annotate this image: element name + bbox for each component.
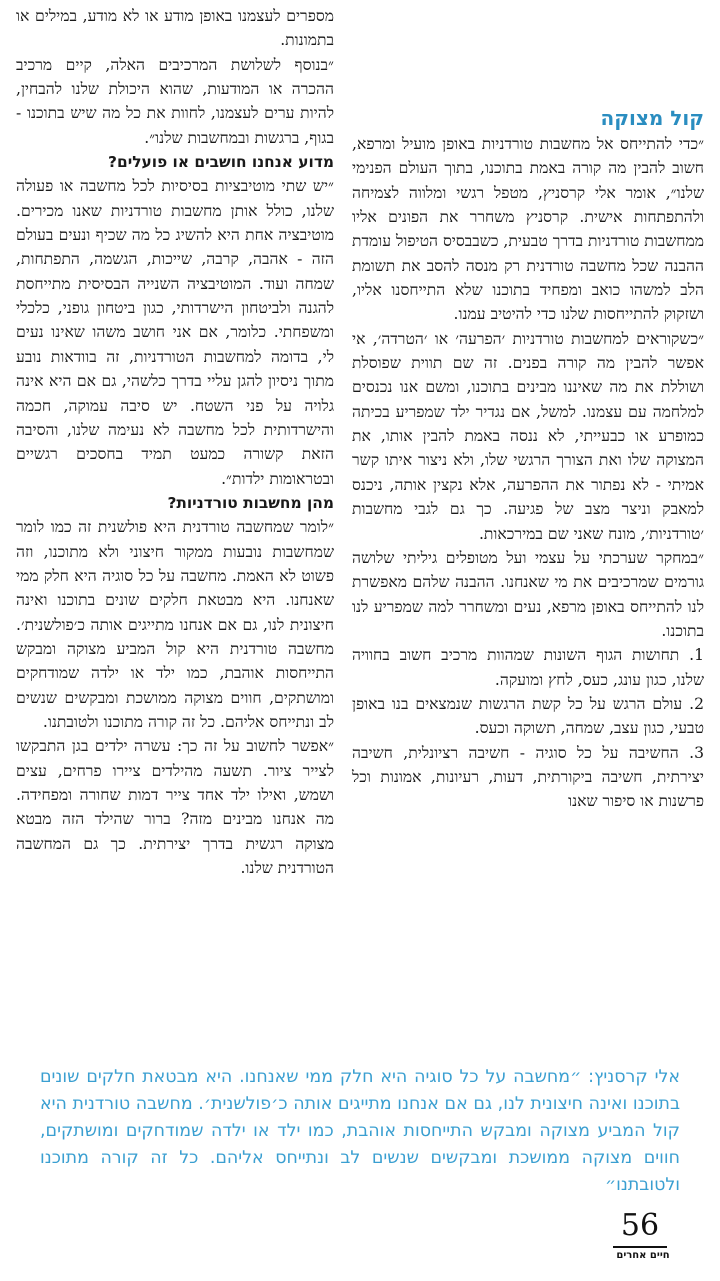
subheading: מדוע אנחנו חושבים או פועלים? bbox=[108, 153, 334, 172]
paragraph: מספרים לעצמנו באופן מודע או לא מודע, במילים או בתמונות. bbox=[16, 7, 334, 50]
pull-quote: אלי קרסניץ: ״מחשבה על כל סוגיה היא חלק ממי שאנחנו. היא מבטאת חלקים שונים בתוכנו ואינה חיצונית לנו, גם אם אנחנו מתייגים אותה כ׳פולשנית׳. מחשבה טורדנית היא קול המביע מצוקה ומבקש התייחסות אוהבת, כמו ילד או ילדה שמודחקים ומושתקים, חווים מצוקה ממושכת ומבקשים שנשים לב ונתייחס אליהם. כל זה קורה מתוכנו ולטובתנו״ bbox=[40, 1067, 680, 1195]
list-item: 2. עולם הרגש על כל קשת הרגשות שנמצאים בנו באופן טבעי, כגון עצב, שמחה, תשוקה וכעס. bbox=[352, 694, 704, 738]
paragraph: ״במחקר שערכתי על עצמי ועל מטופלים גיליתי שלושה גורמים שמרכיבים את מי שאנחנו. ההבנה שלהם מאפשרת לנו להתייחס באופן מרפא, נעים ומשחרר למה שמפריע לנו בתוכנו. bbox=[352, 548, 704, 640]
list-item: 1. תחושות הגוף השונות שמהוות מרכיב חשוב בחוויה שלנו, כגון עונג, כעס, לחץ ומועקה. bbox=[352, 646, 704, 689]
magazine-name: חיים אחרים bbox=[616, 1250, 670, 1261]
list-item: 3. החשיבה על כל סוגיה - חשיבה רציונלית, חשיבה יצירתית, חשיבה ביקורתית, דעות, רעיונות, אמונות וכל פרשנות או סיפור שאנו bbox=[352, 743, 704, 811]
section-heading: קול מצוקה bbox=[600, 106, 704, 130]
left-column bbox=[16, 4, 334, 880]
subheading: מהן מחשבות טורדניות? bbox=[167, 493, 334, 512]
paragraph: ״אפשר לחשוב על זה כך: עשרה ילדים בגן התבקשו לצייר ציור. תשעה מהילדים ציירו פרחים, עצים ושמש, ואילו ילד אחד צייר דמות שחורה ומפחידה. מה אנחנו מבינים מזה? ברור שהילד הזה מבטא מצוקה רגשית בדרך יצירתית. כך גם המחשבה הטורדנית שלנו. bbox=[16, 737, 334, 878]
paragraph: ״כדי להתייחס אל מחשבות טורדניות באופן מועיל ומרפא, חשוב להבין מה קורה באמת בתוכנו, בתוך העולם הפנימי שלנו״, אומר אלי קרסניץ, מטפל רגשי ומלווה לצמיחה ולהתפתחות אישית. קרסניץ משחרר את הפונים אליו ממחשבות טורדניות בדרך טבעית, כשבבסיס הטיפול עומדת ההבנה שכל מחשבה טורדנית רק מנסה להסב את תשומת הלב למשהו כואב ומפחיד בתוכנו שלא התייחסנו אליו, ושזקוק להתייחסות שלנו כדי להיטיב עמנו. bbox=[352, 135, 704, 324]
paragraph: ״בנוסף לשלושת המרכיבים האלה, קיים מרכיב ההכרה או המודעות, שהוא היכולת שלנו להבחין, להיות ערים לעצמנו, לחוות את כל מה שיש בתוכנו - בגוף, ברגשות ובמחשבות שלנו״. bbox=[16, 55, 334, 147]
paragraph: ״יש שתי מוטיבציות בסיסיות לכל מחשבה או פעולה שלנו, כולל אותן מחשבות טורדניות שאנו מכירים. מוטיבציה אחת היא להשיג כל מה שכיף ונעים בעולם הזה - אהבה, קרבה, שייכות, הגשמה, התפתחות, שמחה ועוד. המוטיבציה השנייה הבסיסית מתייחסת להגנה ולביטחון הישרדותי, כגון ביטחון גופני, כלכלי ומשפחתי. כלומר, אם אני חושב משהו שאינו נעים לי, בדומה למחשבות הטורדניות, זה בוודאות נובע מתוך ניסיון להגן עליי בדרך כלשהי, גם אם היא אינה גלויה על פני השטח. יש סיבה עמוקה, חכמה והישרדותית לכל מחשבה לא נעימה שלנו, והסיבה הזאת קשורה כמעט תמיד בחסכים רגשיים ובטראומות ילדות״. bbox=[16, 177, 334, 488]
paragraph: ״לומר שמחשבה טורדנית היא פולשנית זה כמו לומר שמחשבות נובעות ממקור חיצוני ולא מתוכנו, וזה פשוט לא האמת. מחשבה על כל סוגיה היא חלק ממי שאנחנו. היא מבטאת חלקים שונים בתוכנו ואינה חיצונית לנו, גם אם אנחנו מתייגים אותה כ׳פולשנית׳. מחשבה טורדנית היא קול המביע מצוקה ומבקש התייחסות אוהבת, כמו ילד או ילדה שמודחקים ומושתקים, חווים מצוקה ממושכת ומבקשים שנשים לב ונתייחס אליהם. כל זה קורה מתוכנו ולטובתנו. bbox=[16, 518, 334, 731]
paragraph: ״כשקוראים למחשבות טורדניות ׳הפרעה׳ או ׳הטרדה׳, אי אפשר להבין מה קורה בפנים. זה שם תווית שפוסלת ושוללת את מה שאיננו מבינים בתוכנו, ומשם אנו נכנסים למלחמה עם עצמנו. למשל, אם נגדיר ילד שמפריע בכיתה כמופרע או כבעייתי, לא ננסה באמת להבין אותו, את המצוקה שלו ואת הצורך הרגשי שלו, ולא ניצור איתו קשר אמיתי - לא נפתור את ההפרעה, אלא נקצין אותה, ניכנס למאבק וניצר מצב של פגיעה. כך גם לגבי מחשבות ׳טורדניות׳, מונח שאני שם במירכאות. bbox=[352, 329, 704, 543]
page-number-rule bbox=[613, 1246, 667, 1248]
page-number: 56 bbox=[620, 1208, 660, 1243]
right-column bbox=[352, 104, 704, 814]
